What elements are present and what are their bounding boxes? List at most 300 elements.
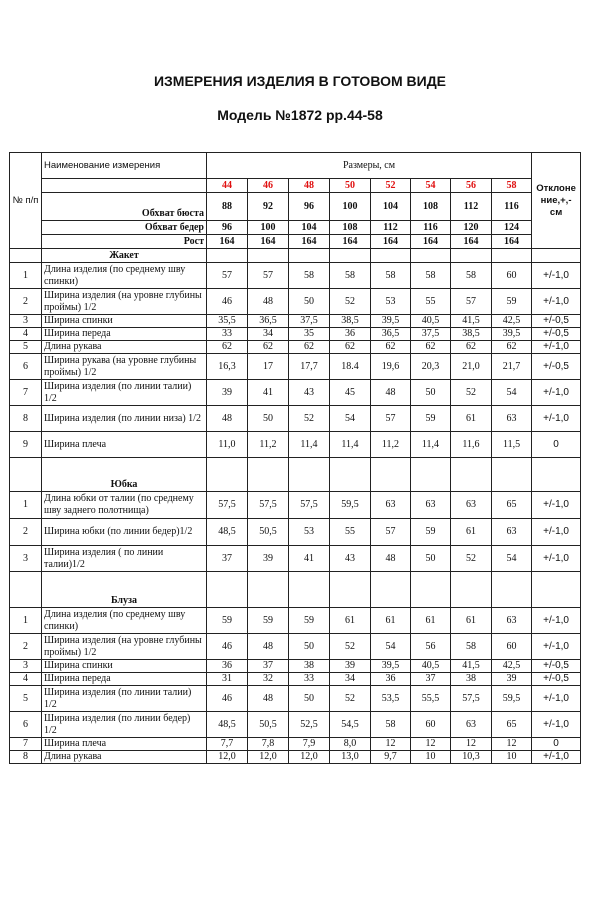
value-cell: 12,0 (248, 751, 289, 764)
value-cell: 31 (207, 673, 248, 686)
value-cell: 11,4 (289, 432, 330, 458)
value-cell: 46 (207, 289, 248, 315)
value-cell: 53 (289, 519, 330, 546)
empty-cell (289, 249, 330, 263)
row-number: 7 (10, 380, 42, 406)
value-cell: 13,0 (330, 751, 371, 764)
bust-cell: 88 (207, 193, 248, 221)
value-cell: 46 (207, 634, 248, 660)
value-cell: 62 (451, 341, 492, 354)
tolerance-cell: +/-1,0 (532, 546, 581, 572)
bust-cell: 104 (371, 193, 411, 221)
empty-cell (532, 249, 581, 263)
value-cell: 57,5 (289, 492, 330, 519)
value-cell: 36,5 (371, 328, 411, 341)
value-cell: 34 (248, 328, 289, 341)
empty-cell (411, 572, 451, 608)
size-cell: 48 (289, 179, 330, 193)
value-cell: 57,5 (451, 686, 492, 712)
measurements-body (10, 153, 581, 764)
height-cell: 164 (248, 235, 289, 249)
tolerance-header: Отклоне ние,+,- см (532, 153, 581, 249)
value-cell: 59 (289, 608, 330, 634)
value-cell: 61 (330, 608, 371, 634)
value-cell: 62 (330, 341, 371, 354)
value-cell: 9,7 (371, 751, 411, 764)
empty-cell (330, 249, 371, 263)
measurement-name: Длина юбки от талии (по среднему шву заднего полотнища) (42, 492, 207, 519)
value-cell: 54 (492, 380, 532, 406)
value-cell: 56 (411, 634, 451, 660)
height-cell: 164 (492, 235, 532, 249)
tolerance-cell: +/-1,0 (532, 263, 581, 289)
table-row (10, 289, 581, 315)
value-cell: 39,5 (492, 328, 532, 341)
measurement-name: Ширина изделия (по линии низа) 1/2 (42, 406, 207, 432)
value-cell: 38 (289, 660, 330, 673)
value-cell: 61 (371, 608, 411, 634)
tolerance-cell: +/-0,5 (532, 673, 581, 686)
value-cell: 11,5 (492, 432, 532, 458)
tolerance-cell: +/-1,0 (532, 712, 581, 738)
value-cell: 18.4 (330, 354, 371, 380)
row-number: 2 (10, 634, 42, 660)
value-cell: 19,6 (371, 354, 411, 380)
table-row (10, 673, 581, 686)
size-cell: 46 (248, 179, 289, 193)
value-cell: 48 (371, 380, 411, 406)
tolerance-cell: +/-1,0 (532, 751, 581, 764)
value-cell: 46 (207, 686, 248, 712)
table-row (10, 432, 581, 458)
tolerance-cell: +/-1,0 (532, 634, 581, 660)
value-cell: 41,5 (451, 660, 492, 673)
value-cell: 50,5 (248, 519, 289, 546)
value-cell: 53 (371, 289, 411, 315)
value-cell: 55 (330, 519, 371, 546)
height-cell: 164 (451, 235, 492, 249)
size-cell: 44 (207, 179, 248, 193)
measurement-name: Длина рукава (42, 751, 207, 764)
empty-cell (248, 458, 289, 492)
measurement-name: Ширина спинки (42, 660, 207, 673)
value-cell: 33 (207, 328, 248, 341)
table-row (10, 315, 581, 328)
measurement-name: Ширина изделия (по линии талии) 1/2 (42, 380, 207, 406)
empty-cell (492, 249, 532, 263)
empty-cell (207, 249, 248, 263)
value-cell: 62 (411, 341, 451, 354)
row-number: 3 (10, 660, 42, 673)
value-cell: 39,5 (371, 315, 411, 328)
value-cell: 63 (371, 492, 411, 519)
value-cell: 59 (248, 608, 289, 634)
row-number: 8 (10, 406, 42, 432)
value-cell: 48,5 (207, 712, 248, 738)
measurement-name: Ширина изделия (по линии талии) 1/2 (42, 686, 207, 712)
empty-cell (248, 249, 289, 263)
height-cell: 164 (371, 235, 411, 249)
empty-cell (451, 572, 492, 608)
col-name-header: Наименование измерения (42, 153, 207, 179)
empty-cell (371, 249, 411, 263)
table-row (10, 546, 581, 572)
measurement-name: Ширина изделия (на уровне глубины проймы) 1/2 (42, 289, 207, 315)
row-number: 5 (10, 686, 42, 712)
value-cell: 60 (492, 634, 532, 660)
value-cell: 57 (371, 519, 411, 546)
value-cell: 57 (371, 406, 411, 432)
value-cell: 42,5 (492, 315, 532, 328)
col-number-header: № п/п (10, 153, 42, 249)
value-cell: 50 (289, 634, 330, 660)
table-row (10, 492, 581, 519)
row-number: 2 (10, 289, 42, 315)
value-cell: 48 (248, 634, 289, 660)
tolerance-cell: +/-1,0 (532, 519, 581, 546)
table-row (10, 341, 581, 354)
value-cell: 57 (451, 289, 492, 315)
hip-cell: 112 (371, 221, 411, 235)
hip-cell: 104 (289, 221, 330, 235)
empty-cell (207, 572, 248, 608)
value-cell: 58 (451, 634, 492, 660)
value-cell: 63 (492, 519, 532, 546)
value-cell: 36 (330, 328, 371, 341)
value-cell: 52 (289, 406, 330, 432)
value-cell: 41,5 (451, 315, 492, 328)
height-cell: 164 (289, 235, 330, 249)
table-row (10, 380, 581, 406)
bust-cell: 108 (411, 193, 451, 221)
empty-cell (371, 458, 411, 492)
value-cell: 34 (330, 673, 371, 686)
hip-cell: 96 (207, 221, 248, 235)
height-label: Рост (42, 235, 207, 249)
tolerance-cell: +/-1,0 (532, 492, 581, 519)
row-number: 9 (10, 432, 42, 458)
value-cell: 65 (492, 712, 532, 738)
value-cell: 63 (451, 712, 492, 738)
value-cell: 57 (248, 263, 289, 289)
value-cell: 10 (411, 751, 451, 764)
section-number-cell (10, 249, 42, 263)
size-cell: 52 (371, 179, 411, 193)
row-number: 8 (10, 751, 42, 764)
value-cell: 53,5 (371, 686, 411, 712)
value-cell: 7,7 (207, 738, 248, 751)
value-cell: 50 (411, 380, 451, 406)
value-cell: 12,0 (207, 751, 248, 764)
hip-label: Обхват бедер (42, 221, 207, 235)
tolerance-cell: +/-1,0 (532, 406, 581, 432)
value-cell: 63 (492, 406, 532, 432)
value-cell: 55 (411, 289, 451, 315)
value-cell: 45 (330, 380, 371, 406)
value-cell: 39,5 (371, 660, 411, 673)
value-cell: 48 (207, 406, 248, 432)
height-cell: 164 (411, 235, 451, 249)
row-number: 1 (10, 263, 42, 289)
section-number-cell (10, 458, 42, 492)
empty-cell (289, 572, 330, 608)
value-cell: 52 (330, 289, 371, 315)
measurement-name: Длина рукава (42, 341, 207, 354)
value-cell: 59 (411, 406, 451, 432)
empty-cell (532, 458, 581, 492)
value-cell: 54,5 (330, 712, 371, 738)
value-cell: 50 (411, 546, 451, 572)
bust-cell: 96 (289, 193, 330, 221)
value-cell: 11,2 (371, 432, 411, 458)
value-cell: 8,0 (330, 738, 371, 751)
value-cell: 65 (492, 492, 532, 519)
value-cell: 48 (371, 546, 411, 572)
value-cell: 57 (207, 263, 248, 289)
size-cell: 50 (330, 179, 371, 193)
measurements-table (9, 152, 581, 764)
value-cell: 11,4 (411, 432, 451, 458)
table-row (10, 712, 581, 738)
value-cell: 11,6 (451, 432, 492, 458)
value-cell: 38 (451, 673, 492, 686)
hip-row (10, 221, 581, 235)
value-cell: 36 (371, 673, 411, 686)
empty-cell (289, 458, 330, 492)
row-number: 7 (10, 738, 42, 751)
value-cell: 12 (411, 738, 451, 751)
table-row (10, 751, 581, 764)
value-cell: 54 (330, 406, 371, 432)
value-cell: 50 (289, 289, 330, 315)
bust-cell: 116 (492, 193, 532, 221)
table-row (10, 519, 581, 546)
value-cell: 12,0 (289, 751, 330, 764)
value-cell: 59,5 (492, 686, 532, 712)
value-cell: 42,5 (492, 660, 532, 673)
value-cell: 36 (207, 660, 248, 673)
hip-cell: 108 (330, 221, 371, 235)
value-cell: 52 (330, 634, 371, 660)
value-cell: 58 (289, 263, 330, 289)
value-cell: 41 (289, 546, 330, 572)
value-cell: 54 (492, 546, 532, 572)
value-cell: 21,7 (492, 354, 532, 380)
value-cell: 58 (330, 263, 371, 289)
value-cell: 33 (289, 673, 330, 686)
model-title: Модель №1872 рр.44-58 (217, 107, 383, 123)
table-row (10, 634, 581, 660)
measurement-name: Ширина переда (42, 673, 207, 686)
value-cell: 63 (451, 492, 492, 519)
value-cell: 37 (207, 546, 248, 572)
table-row (10, 328, 581, 341)
tolerance-cell: 0 (532, 432, 581, 458)
sizes-row-label (42, 179, 207, 193)
row-number: 2 (10, 519, 42, 546)
value-cell: 43 (289, 380, 330, 406)
row-number: 4 (10, 673, 42, 686)
row-number: 6 (10, 354, 42, 380)
hip-cell: 120 (451, 221, 492, 235)
value-cell: 62 (248, 341, 289, 354)
value-cell: 12 (371, 738, 411, 751)
value-cell: 52,5 (289, 712, 330, 738)
row-number: 3 (10, 315, 42, 328)
measurement-name: Длина изделия (по среднему шву спинки) (42, 608, 207, 634)
value-cell: 60 (492, 263, 532, 289)
value-cell: 17,7 (289, 354, 330, 380)
measurement-name: Ширина плеча (42, 432, 207, 458)
value-cell: 7,9 (289, 738, 330, 751)
measurement-name: Ширина рукава (на уровне глубины проймы) 1/2 (42, 354, 207, 380)
value-cell: 40,5 (411, 315, 451, 328)
table-header-row (10, 153, 581, 179)
table-row (10, 263, 581, 289)
measurement-name: Ширина изделия (по линии бедер) 1/2 (42, 712, 207, 738)
value-cell: 10 (492, 751, 532, 764)
value-cell: 38,5 (330, 315, 371, 328)
value-cell: 62 (371, 341, 411, 354)
measurement-name: Ширина плеча (42, 738, 207, 751)
row-number: 1 (10, 492, 42, 519)
value-cell: 52 (451, 380, 492, 406)
measurement-name: Ширина переда (42, 328, 207, 341)
empty-cell (532, 572, 581, 608)
empty-cell (411, 249, 451, 263)
tolerance-cell: 0 (532, 738, 581, 751)
tolerance-cell: +/-1,0 (532, 686, 581, 712)
value-cell: 55,5 (411, 686, 451, 712)
section-title-row (10, 572, 581, 608)
bust-label: Обхват бюста (42, 193, 207, 221)
value-cell: 12 (492, 738, 532, 751)
table-row (10, 660, 581, 673)
value-cell: 58 (371, 712, 411, 738)
value-cell: 7,8 (248, 738, 289, 751)
size-cell: 56 (451, 179, 492, 193)
value-cell: 20,3 (411, 354, 451, 380)
value-cell: 50,5 (248, 712, 289, 738)
hip-cell: 100 (248, 221, 289, 235)
value-cell: 37 (411, 673, 451, 686)
value-cell: 63 (411, 492, 451, 519)
measurement-name: Ширина изделия ( по линии талии)1/2 (42, 546, 207, 572)
section-title: Блуза (42, 572, 207, 608)
value-cell: 41 (248, 380, 289, 406)
tolerance-cell: +/-0,5 (532, 328, 581, 341)
value-cell: 39 (330, 660, 371, 673)
value-cell: 62 (207, 341, 248, 354)
table-row (10, 354, 581, 380)
value-cell: 58 (451, 263, 492, 289)
empty-cell (207, 458, 248, 492)
empty-cell (411, 458, 451, 492)
value-cell: 39 (207, 380, 248, 406)
empty-cell (330, 458, 371, 492)
value-cell: 58 (411, 263, 451, 289)
value-cell: 62 (492, 341, 532, 354)
tolerance-cell: +/-1,0 (532, 608, 581, 634)
value-cell: 59 (411, 519, 451, 546)
value-cell: 11,0 (207, 432, 248, 458)
height-cell: 164 (207, 235, 248, 249)
section-number-cell (10, 572, 42, 608)
table-row (10, 406, 581, 432)
size-cell: 54 (411, 179, 451, 193)
bust-cell: 92 (248, 193, 289, 221)
value-cell: 61 (411, 608, 451, 634)
size-cell: 58 (492, 179, 532, 193)
empty-cell (330, 572, 371, 608)
value-cell: 54 (371, 634, 411, 660)
value-cell: 48 (248, 686, 289, 712)
row-number: 3 (10, 546, 42, 572)
value-cell: 50 (289, 686, 330, 712)
bust-cell: 112 (451, 193, 492, 221)
value-cell: 63 (492, 608, 532, 634)
value-cell: 37,5 (289, 315, 330, 328)
sizes-header: Размеры, см (207, 153, 532, 179)
measurement-name: Ширина юбки (по линии бедер)1/2 (42, 519, 207, 546)
value-cell: 52 (330, 686, 371, 712)
tolerance-cell: +/-1,0 (532, 289, 581, 315)
value-cell: 39 (248, 546, 289, 572)
tolerance-cell: +/-0,5 (532, 354, 581, 380)
measurement-name: Длина изделия (по среднему шву спинки) (42, 263, 207, 289)
row-number: 6 (10, 712, 42, 738)
value-cell: 61 (451, 406, 492, 432)
value-cell: 48 (248, 289, 289, 315)
value-cell: 59,5 (330, 492, 371, 519)
value-cell: 35 (289, 328, 330, 341)
value-cell: 37 (248, 660, 289, 673)
bust-row (10, 193, 581, 221)
value-cell: 12 (451, 738, 492, 751)
empty-cell (371, 572, 411, 608)
value-cell: 57,5 (207, 492, 248, 519)
tolerance-cell: +/-1,0 (532, 380, 581, 406)
measurement-name: Ширина спинки (42, 315, 207, 328)
row-number: 1 (10, 608, 42, 634)
section-title-row (10, 249, 581, 263)
value-cell: 39 (492, 673, 532, 686)
row-number: 5 (10, 341, 42, 354)
measurement-name: Ширина изделия (на уровне глубины проймы) 1/2 (42, 634, 207, 660)
value-cell: 17 (248, 354, 289, 380)
value-cell: 36,5 (248, 315, 289, 328)
table-row (10, 608, 581, 634)
sizes-row (10, 179, 581, 193)
height-row (10, 235, 581, 249)
value-cell: 60 (411, 712, 451, 738)
value-cell: 38,5 (451, 328, 492, 341)
empty-cell (451, 249, 492, 263)
hip-cell: 124 (492, 221, 532, 235)
bust-cell: 100 (330, 193, 371, 221)
section-title: Юбка (42, 458, 207, 492)
value-cell: 35,5 (207, 315, 248, 328)
section-title-row (10, 458, 581, 492)
value-cell: 40,5 (411, 660, 451, 673)
empty-cell (248, 572, 289, 608)
tolerance-cell: +/-1,0 (532, 341, 581, 354)
section-title: Жакет (42, 249, 207, 263)
value-cell: 43 (330, 546, 371, 572)
value-cell: 59 (207, 608, 248, 634)
tolerance-cell: +/-0,5 (532, 315, 581, 328)
empty-cell (451, 458, 492, 492)
